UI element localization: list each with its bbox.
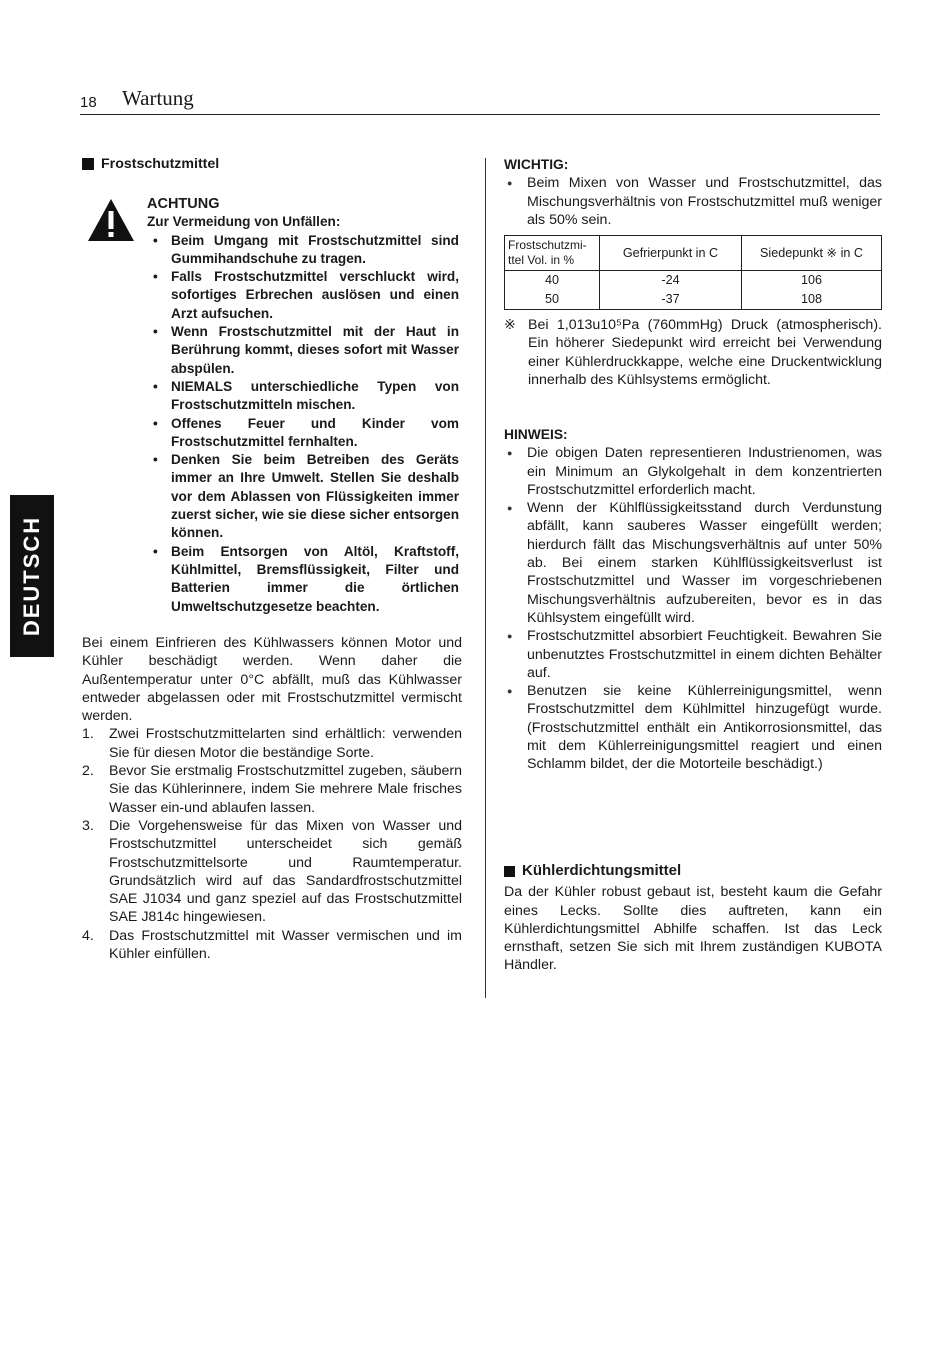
warning-item: • Offenes Feuer und Kinder vom Frostschutzmittel fernhalten. [147,415,459,452]
table-header-cell: Frostschutzmi-ttel Vol. in % [505,236,600,271]
step-item [82,725,462,762]
page-number: 18 [80,94,97,111]
hint-item: ● Wenn der Kühlflüssigkeitsstand durch Verdunstung abfällt, kann sauberes Wasser eingefüllt werden; hierdurch fällt das Mischungsverhältnis auf unter 50% ab. Bei einem starken Kühlflüssigkeitsverlust ist Frostschutzmittel und Wasser im vorgeschriebenen Mischungsverhältnis aufzubereiten, bevor es in das Kühlsystem eingefüllt wird. [504,499,882,627]
warning-item: • Falls Frostschutzmittel verschluckt wird, sofortiges Erbrechen auslösen und einen Arzt aufsuchen. [147,268,459,323]
hint-list [504,444,882,773]
warning-list [147,232,459,616]
table-cell: 106 [742,271,882,291]
table-cell: 50 [505,290,600,310]
warning-item: • Wenn Frostschutzmittel mit der Haut in Berührung kommt, dieses sofort mit Wasser abspülen. [147,323,459,378]
warning-heading: ACHTUNG [147,196,220,212]
page-header [80,86,880,115]
hint-item: ● Die obigen Daten representieren Industrienomen, was ein Minimum an Glykolgehalt in dem konzentrierten Frostschutzmittel erforderlich macht. [504,444,882,499]
sealant-paragraph: Da der Kühler robust gebaut ist, besteht kaum die Gefahr eines Lecks. Sollte dies auftreten, kann ein Kühlerdichtungsmittel Abhilfe schaffen. Ist das Leck ernsthaft, setzen Sie sich mit Ihrem zuständigen KUBOTA Händler. [504,884,882,974]
important-list [504,174,882,229]
step-number: 4. [82,927,94,944]
intro-paragraph: Bei einem Einfrieren des Kühlwassers können Motor und Kühler beschädigt werden. Wenn daher die Außentemperatur unter 0°C abfällt, muß das Kühlwasser entweder abgelassen oder mit Frostschutzmittel vermischt werden. [82,635,462,725]
step-text: Die Vorgehensweise für das Mixen von Wasser und Frostschutzmittel unterscheidet sich gemäß Frostschutzmittelsorte und Raumtemperatur. Grundsätzlich wird auf das Sandardfrostschutzmittel SAE J1034 und ganz speziel auf das Frostschutzmittel SAE J814c hingewiesen. [109,817,462,926]
step-number: 2. [82,763,94,780]
table-row [505,271,882,291]
section-title-text: Kühlerdichtungsmittel [522,862,682,879]
section-title-text: Frostschutzmittel [101,156,220,172]
table-header-cell: Siedepunkt ※ in C [742,236,882,271]
warning-block [147,195,459,616]
column-divider [485,158,486,998]
important-label: WICHTIG: [504,157,569,172]
footnote-text: Bei 1,013u10⁵Pa (760mmHg) Druck (atmospherisch). Ein höherer Siedepunkt wird erreicht bei Verwendung einer Kühlerdruckkappe, welche eine Druckentwicklung innerhalb des Kühlsystems ermöglicht. [528,317,882,388]
steps-list [82,725,462,963]
table-row [505,290,882,310]
square-bullet-icon [504,866,515,877]
table-cell: 40 [505,271,600,291]
table-header-cell: Gefrierpunkt in C [600,236,742,271]
hint-label: HINWEIS: [504,427,568,442]
language-side-tab [10,495,54,657]
step-item [82,927,462,964]
important-block [504,156,882,229]
table-cell: -37 [600,290,742,310]
section-title-antifreeze [82,155,462,173]
table-cell: -24 [600,271,742,291]
step-item [82,762,462,817]
warning-item: • Denken Sie beim Betreiben des Geräts immer an Ihre Umwelt. Stellen Sie deshalb vor dem Ablassen von Flüssigkeiten immer zuerst sicher, wie sie diese sicher entsorgen können. [147,451,459,542]
footnote-mark: ※ [504,317,516,333]
warning-item: • Beim Umgang mit Frostschutzmittel sind Gummihandschuhe zu tragen. [147,232,459,269]
warning-subheading: Zur Vermeidung von Unfällen: [147,214,341,230]
hint-item: ● Frostschutzmittel absorbiert Feuchtigkeit. Bewahren Sie unbenutztes Frostschutzmittel in einem dichten Behälter auf. [504,627,882,682]
hint-block [504,426,882,774]
step-item [82,817,462,927]
warning-item: • Beim Entsorgen von Altöl, Kraftstoff, Kühlmittel, Bremsflüssigkeit, Filter und Batterien immer die örtlichen Umweltschutzgesetze beachten. [147,543,459,616]
square-bullet-icon [82,158,94,170]
warning-item: • NIEMALS unterschiedliche Typen von Frostschutzmitteln mischen. [147,378,459,415]
step-number: 1. [82,726,94,743]
table-footnote [504,316,882,389]
header-title: Wartung [122,86,194,110]
step-text: Bevor Sie erstmalig Frostschutzmittel zugeben, säubern Sie das Kühlerinnere, indem Sie mehrere Male frisches Wasser ein-und ablaufen lassen. [109,763,462,816]
step-text: Das Frostschutzmittel mit Wasser vermischen und im Kühler einfüllen. [109,927,462,963]
important-item: ● Beim Mixen von Wasser und Frostschutzmittel, das Mischungsverhältnis von Frostschutzmittel muß weniger als 50% sein. [504,174,882,229]
step-text: Zwei Frostschutzmittelarten sind erhältlich: verwenden Sie für diesen Motor die beständige Sorte. [109,726,462,761]
sealant-section [504,862,882,975]
table-cell: 108 [742,290,882,310]
hint-item: ● Benutzen sie keine Kühlerreinigungsmittel, wenn Frostschutzmittel dem Kühlmittel hinzugefügt wurde. (Frostschutzmittel enthält ein Antikorrosionsmittel, das mit dem Kühlerreinigungsmittel reagiert und einen Schlamm bildet, der die Motorteile beschädigt.) [504,682,882,773]
table-header-row [505,236,882,271]
section-title-sealant [504,862,882,880]
language-label: DEUTSCH [19,515,44,637]
antifreeze-table [504,235,882,310]
step-number: 3. [82,817,94,834]
intro-and-steps [82,634,462,963]
warning-triangle-icon [87,198,135,242]
